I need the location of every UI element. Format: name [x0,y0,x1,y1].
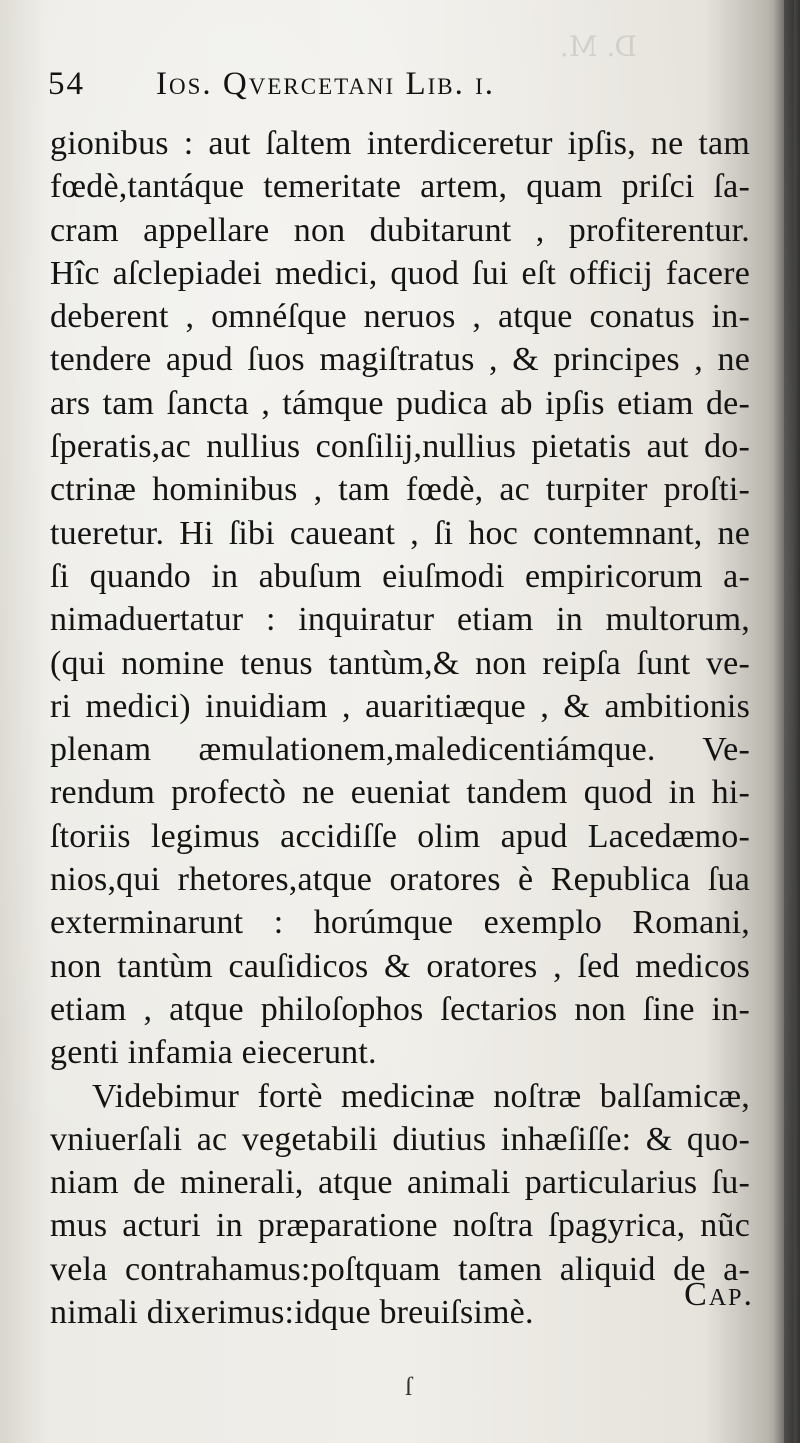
text-line: (qui nomine tenus tantùm,& non reipſa ſunt ve- [50,644,750,682]
running-head [48,66,748,110]
text-line: deberent , omnéſque neruos , atque conatus in- [50,298,750,336]
text-line: ſi quando in abuſum eiuſmodi empiricorum a- [50,557,750,595]
body-text [50,122,750,1334]
text-line: fœdè,tantáque temeritate artem, quam priſci ſa- [50,168,750,206]
text-line: mus acturi in præparatione noſtra ſpagyrica, nũc [50,1207,750,1245]
text-line: niam de minerali, atque animali particularius ſu- [50,1164,750,1202]
show-through-bleed: D. M. [560,30,637,63]
text-line: vniuerſali ac vegetabili diutius inhæſiſſe: & quo- [50,1120,750,1158]
text-line: non tantùm cauſidicos & oratores , ſed medicos [50,947,750,985]
text-line: tendere apud ſuos magiſtratus , & principes , ne [50,341,750,379]
bottom-mark: ſ [405,1372,413,1401]
page-number: 54 [48,66,85,102]
text-line: rendum profectò ne eueniat tandem quod in hi- [50,774,750,812]
text-line: nimali dixerimus:idque breuiſsimè. [50,1294,534,1332]
text-line: ctrinæ hominibus , tam fœdè, ac turpiter proſti- [50,471,750,509]
text-line: nimaduertatur : inquiratur etiam in multorum, [50,601,750,639]
text-line: ſtoriis legimus accidiſſe olim apud Lacedæmo- [50,817,750,855]
text-line: Hîc aſclepiadei medici, quod ſui eſt officij facere [50,254,750,292]
text-line: cram appellare non dubitarunt , profiterentur. [50,211,750,249]
text-line: plenam æmulationem,maledicentiámque. Ve- [50,731,750,769]
text-line: ſperatis,ac nullius conſilij,nullius pietatis aut do- [50,428,750,466]
text-line: genti infamia eiecerunt. [50,1034,377,1072]
page-edge [784,0,794,1443]
running-title: Ios. Qvercetani Lib. i. [156,66,496,102]
text-line: exterminarunt : horúmque exemplo Romani, [50,904,750,942]
text-line: ars tam ſancta , támque pudica ab ipſis etiam de- [50,384,750,422]
text-line: ri medici) inuidiam , auaritiæque , & ambitionis [50,687,750,725]
catchword: Cap. [684,1276,754,1313]
text-line-paragraph-start: Videbimur fortè medicinæ noſtræ balſamicæ, [92,1077,750,1115]
text-line: etiam , atque philoſophos ſectarios non ſine in- [50,990,750,1028]
text-line: nios,qui rhetores,atque oratores è Republica ſua [50,861,750,899]
text-line: gionibus : aut ſaltem interdiceretur ipſis, ne tam [50,125,750,162]
text-line: vela contrahamus:poſtquam tamen aliquid de a- [50,1250,750,1288]
text-line: tueretur. Hi ſibi caueant , ſi hoc contemnant, ne [50,514,750,552]
